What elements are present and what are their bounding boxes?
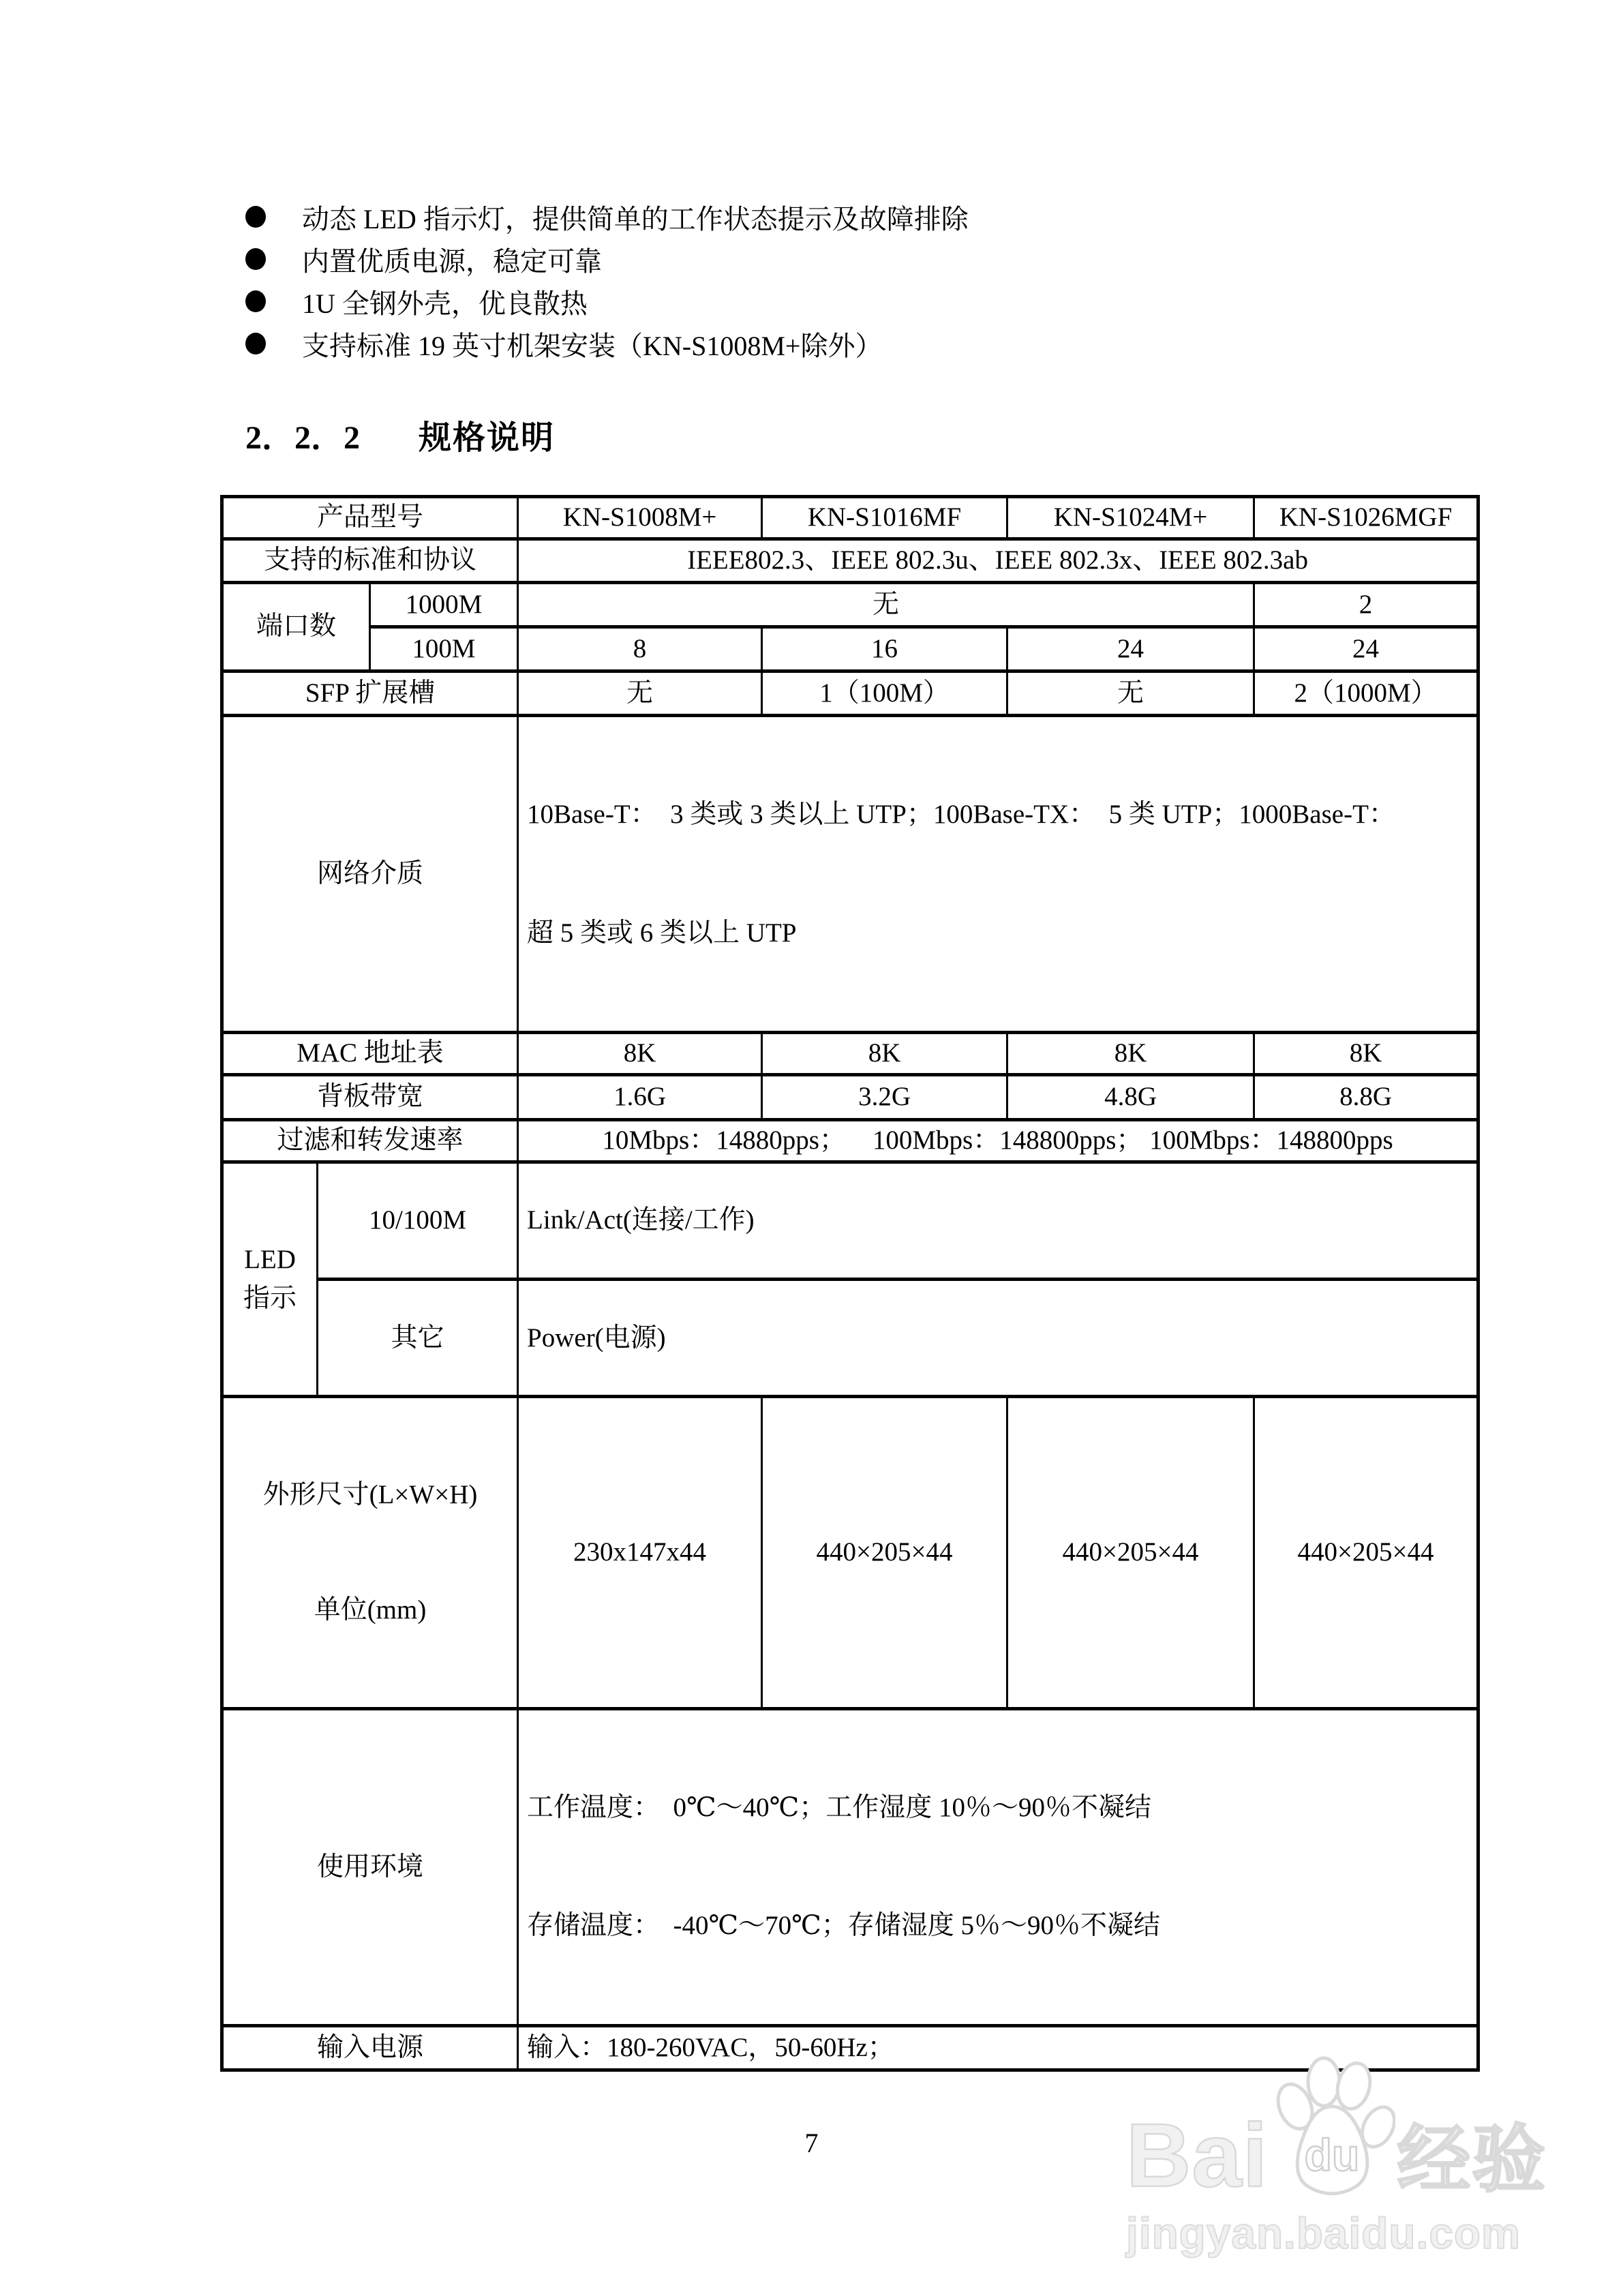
baidu-paw-icon	[1269, 2053, 1395, 2202]
cell-100m-4: 24	[1254, 627, 1478, 671]
table-row	[222, 539, 1478, 583]
row-label: 产品型号	[222, 497, 518, 539]
row-label: 输入电源	[222, 2025, 518, 2070]
cell-dim-2: 440×205×44	[762, 1397, 1007, 1708]
cell-1000m-4: 2	[1254, 583, 1478, 627]
cell-backplane-3: 4.8G	[1007, 1075, 1254, 1120]
cell-mac-4: 8K	[1254, 1033, 1478, 1075]
row-sublabel: 其它	[318, 1280, 518, 1397]
row-label: 使用环境	[222, 1708, 518, 2025]
table-row	[222, 1033, 1478, 1075]
cell-led-10100: Link/Act(连接/工作)	[518, 1162, 1478, 1280]
table-row	[222, 627, 1478, 671]
row-label: SFP 扩展槽	[222, 671, 518, 716]
row-label-dimensions	[222, 1397, 518, 1708]
cell-backplane-1: 1.6G	[518, 1075, 762, 1120]
row-group-label: 端口数	[222, 583, 370, 671]
cell-power-input: 输入：180-260VAC，50-60Hz；	[518, 2025, 1478, 2070]
spec-table	[220, 495, 1480, 2072]
cell-sfp-3: 无	[1007, 671, 1254, 716]
cell-sfp-2: 1（100M）	[762, 671, 1007, 716]
cell-100m-3: 24	[1007, 627, 1254, 671]
cell-environment-line1: 工作温度： 0℃～40℃；工作湿度 10％～90％不凝结	[527, 1792, 1152, 1822]
cell-media-line2: 超 5 类或 6 类以上 UTP	[527, 918, 797, 948]
cell-media-line1: 10Base-T： 3 类或 3 类以上 UTP；100Base-TX： 5 类 UTP；1000Base-T：	[527, 800, 1395, 830]
dimensions-label-line2: 单位(mm)	[314, 1595, 427, 1625]
feature-bullet-list	[245, 196, 969, 365]
dimensions-label-line1: 外形尺寸(L×W×H)	[262, 1479, 478, 1509]
section-heading	[245, 411, 555, 458]
cell-dim-3: 440×205×44	[1007, 1397, 1254, 1708]
table-row	[222, 671, 1478, 716]
jingyan-logo-text: 经验	[1397, 2117, 1547, 2201]
bullet-icon	[245, 290, 266, 312]
table-row	[222, 716, 1478, 1033]
cell-standards: IEEE802.3、IEEE 802.3u、IEEE 802.3x、IEEE 802.3ab	[518, 539, 1478, 583]
cell-model-2: KN-S1016MF	[762, 497, 1007, 539]
baidu-paw-du-text: du	[1305, 2130, 1360, 2180]
led-label-line2: 指示	[243, 1283, 297, 1313]
row-label: 网络介质	[222, 716, 518, 1033]
section-number: 2．2．2	[245, 420, 361, 456]
bullet-icon	[245, 333, 266, 354]
cell-dim-1: 230x147x44	[518, 1397, 762, 1708]
watermark-logo-row	[1126, 2053, 1547, 2205]
cell-dim-4: 440×205×44	[1254, 1397, 1478, 1708]
list-item	[245, 322, 969, 365]
cell-media	[518, 716, 1478, 1033]
row-label: MAC 地址表	[222, 1033, 518, 1075]
row-label: 背板带宽	[222, 1075, 518, 1120]
row-sublabel: 1000M	[370, 583, 518, 627]
baidu-logo-text: Bai	[1126, 2104, 1269, 2205]
list-item	[245, 280, 969, 322]
cell-sfp-1: 无	[518, 671, 762, 716]
row-sublabel: 10/100M	[318, 1162, 518, 1280]
bullet-text: 动态 LED 指示灯，提供简单的工作状态提示及故障排除	[302, 203, 969, 235]
watermark-url: jingyan.baidu.com	[1126, 2209, 1521, 2258]
cell-model-1: KN-S1008M+	[518, 497, 762, 539]
cell-mac-1: 8K	[518, 1033, 762, 1075]
cell-model-3: KN-S1024M+	[1007, 497, 1254, 539]
baidu-jingyan-watermark	[1126, 2053, 1547, 2258]
cell-model-4: KN-S1026MGF	[1254, 497, 1478, 539]
page-number: 7	[804, 2128, 819, 2158]
cell-100m-2: 16	[762, 627, 1007, 671]
row-sublabel: 100M	[370, 627, 518, 671]
led-label-line1: LED	[244, 1245, 296, 1275]
table-row	[222, 1075, 1478, 1120]
bullet-icon	[245, 206, 266, 228]
bullet-text: 内置优质电源，稳定可靠	[302, 245, 602, 277]
cell-100m-1: 8	[518, 627, 762, 671]
cell-sfp-4: 2（1000M）	[1254, 671, 1478, 716]
row-group-label-led	[222, 1162, 318, 1397]
row-label: 过滤和转发速率	[222, 1120, 518, 1162]
cell-environment	[518, 1708, 1478, 2025]
section-title: 规格说明	[419, 420, 556, 456]
cell-led-other: Power(电源)	[518, 1280, 1478, 1397]
table-row	[222, 1708, 1478, 2025]
list-item	[245, 196, 969, 238]
cell-mac-2: 8K	[762, 1033, 1007, 1075]
table-row	[222, 497, 1478, 539]
cell-mac-3: 8K	[1007, 1033, 1254, 1075]
table-row	[222, 1120, 1478, 1162]
cell-environment-line2: 存储温度： -40℃～70℃；存储湿度 5％～90％不凝结	[527, 1911, 1161, 1941]
cell-forwarding-rate: 10Mbps：14880pps； 100Mbps：148800pps； 100Mbps：148800pps	[518, 1120, 1478, 1162]
table-row	[222, 1280, 1478, 1397]
table-row	[222, 1397, 1478, 1708]
cell-backplane-2: 3.2G	[762, 1075, 1007, 1120]
table-row	[222, 1162, 1478, 1280]
row-label: 支持的标准和协议	[222, 539, 518, 583]
cell-backplane-4: 8.8G	[1254, 1075, 1478, 1120]
cell-1000m-span: 无	[518, 583, 1254, 627]
bullet-icon	[245, 248, 266, 270]
bullet-text: 1U 全钢外壳，优良散热	[302, 288, 588, 319]
list-item	[245, 238, 969, 280]
table-row	[222, 583, 1478, 627]
bullet-text: 支持标准 19 英寸机架安装（KN-S1008M+除外）	[302, 330, 883, 361]
